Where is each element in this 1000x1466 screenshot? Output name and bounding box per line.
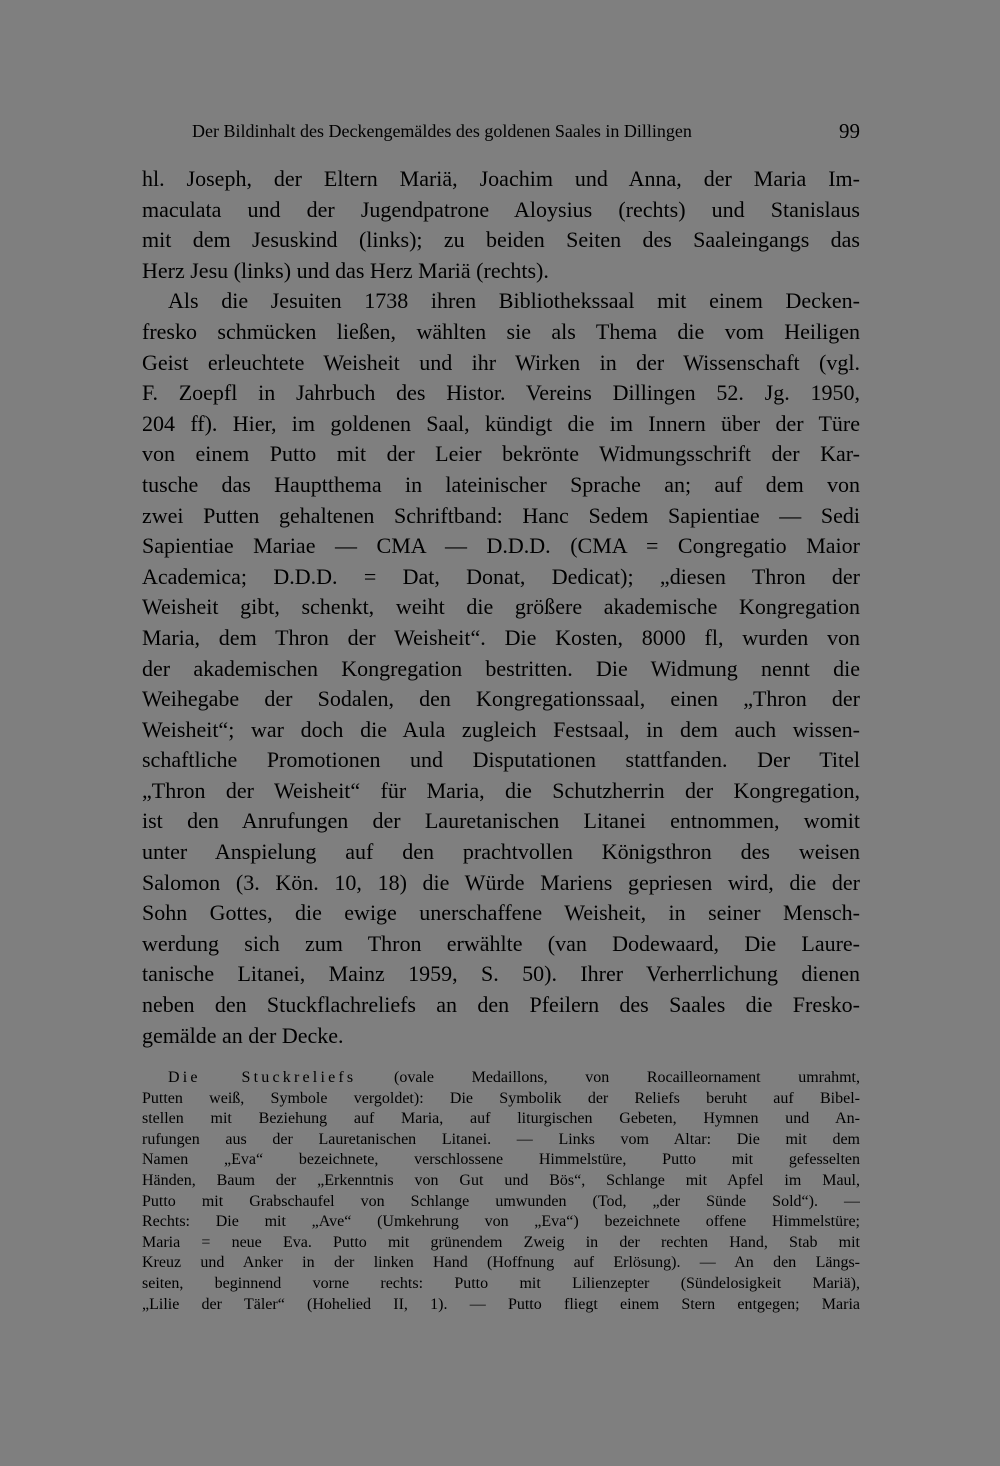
text-line: Weisheit“; war doch die Aula zugleich Festsaal, in dem auch wissen- — [142, 716, 860, 742]
text-line: „Thron der Weisheit“ für Maria, die Schutzherrin der Kongregation, — [142, 777, 860, 803]
footnote-line: Rechts: Die mit „Ave“ (Umkehrung von „Eva“) bezeichnete offene Himmelstüre; — [142, 1213, 860, 1231]
text-line: mit dem Jesuskind (links); zu beiden Seiten des Saaleingangs das — [142, 227, 860, 253]
text-line: fresko schmücken ließen, wählten sie als Thema die vom Heiligen — [142, 318, 860, 344]
footnote-line — [142, 1068, 860, 1089]
footnote-line: Putten weiß, Symbole vergoldet): Die Symbolik der Reliefs beruht auf Bibel- — [142, 1089, 860, 1107]
footnote-line: „Lilie der Täler“ (Hohelied II, 1). — Putto fliegt einem Stern entgegen; Maria — [142, 1295, 860, 1313]
text-line: Weihegabe der Sodalen, den Kongregationssaal, einen „Thron der — [142, 686, 860, 712]
footnote-line-rest: (ovale Medaillons, von Rocailleornament umrahmt, — [356, 1069, 860, 1086]
footnote-lead-word: Die Stuckreliefs — [168, 1069, 357, 1086]
text-line: zwei Putten gehaltenen Schriftband: Hanc Sedem Sapientiae — Sedi — [142, 502, 860, 528]
footnote-line: rufungen aus der Lauretanischen Litanei. — Links vom Altar: Die mit dem — [142, 1130, 860, 1148]
text-line: Sohn Gottes, die ewige unerschaffene Weisheit, in seiner Mensch- — [142, 900, 860, 926]
footnote-line: stellen mit Beziehung auf Maria, auf liturgischen Gebeten, Hymnen und An- — [142, 1110, 860, 1128]
text-line: tusche das Hauptthema in lateinischer Sprache an; auf dem von — [142, 471, 860, 497]
text-line: Maria, dem Thron der Weisheit“. Die Kosten, 8000 fl, wurden von — [142, 624, 860, 650]
text-line: Academica; D.D.D. = Dat, Donat, Dedicat); „diesen Thron der — [142, 563, 860, 589]
footnote-line: Putto mit Grabschaufel von Schlange umwunden (Tod, „der Sünde Sold“). — — [142, 1192, 860, 1210]
footnote-block — [142, 1068, 860, 1315]
text-line: unter Anspielung auf den prachtvollen Königsthron des weisen — [142, 839, 860, 865]
text-line: Als die Jesuiten 1738 ihren Bibliothekssaal mit einem Decken- — [168, 288, 860, 314]
footnote-line: Namen „Eva“ bezeichnete, verschlossene Himmelstüre, Putto mit gefesselten — [142, 1151, 860, 1169]
text-line: schaftliche Promotionen und Disputationen stattfanden. Der Titel — [142, 747, 860, 773]
page-number: 99 — [839, 119, 860, 143]
text-line: 204 ff). Hier, im goldenen Saal, kündigt die im Innern über der Türe — [142, 410, 860, 436]
main-text — [142, 164, 860, 1051]
running-head — [192, 117, 860, 145]
footnote-line: Händen, Baum der „Erkenntnis von Gut und Bös“, Schlange mit Apfel im Maul, — [142, 1171, 860, 1189]
text-line: werdung sich zum Thron erwählte (van Dodewaard, Die Laure- — [142, 930, 860, 956]
footnote-line: Maria = neue Eva. Putto mit grünendem Zweig in der rechten Hand, Stab mit — [142, 1233, 860, 1251]
text-line: Sapientiae Mariae — CMA — D.D.D. (CMA = Congregatio Maior — [142, 533, 860, 559]
text-line: Salomon (3. Kön. 10, 18) die Würde Mariens gepriesen wird, die der — [142, 869, 860, 895]
text-line: Geist erleuchtete Weisheit und ihr Wirken in der Wissenschaft (vgl. — [142, 349, 860, 375]
text-line: tanische Litanei, Mainz 1959, S. 50). Ihrer Verherrlichung dienen — [142, 961, 860, 987]
text-line: von einem Putto mit der Leier bekrönte Widmungsschrift der Kar- — [142, 441, 860, 467]
text-line: maculata und der Jugendpatrone Aloysius (rechts) und Stanislaus — [142, 196, 860, 222]
text-line: gemälde an der Decke. — [142, 1022, 344, 1048]
text-line: ist den Anrufungen der Lauretanischen Litanei entnommen, womit — [142, 808, 860, 834]
text-line: F. Zoepfl in Jahrbuch des Histor. Vereins Dillingen 52. Jg. 1950, — [142, 380, 860, 406]
text-line: hl. Joseph, der Eltern Mariä, Joachim und Anna, der Maria Im- — [142, 166, 860, 191]
running-title: Der Bildinhalt des Deckengemäldes des goldenen Saales in Dillingen — [192, 121, 692, 141]
text-line: der akademischen Kongregation bestritten. Die Widmung nennt die — [142, 655, 860, 681]
text-line: Herz Jesu (links) und das Herz Mariä (rechts). — [142, 257, 549, 283]
text-line: neben den Stuckflachreliefs an den Pfeilern des Saales die Fresko- — [142, 992, 860, 1018]
footnote-line: Kreuz und Anker in der linken Hand (Hoffnung auf Erlösung). — An den Längs- — [142, 1254, 860, 1272]
text-line: Weisheit gibt, schenkt, weiht die größere akademische Kongregation — [142, 594, 860, 620]
footnote-line: seiten, beginnend vorne rechts: Putto mit Lilienzepter (Sündelosigkeit Mariä), — [142, 1274, 860, 1292]
